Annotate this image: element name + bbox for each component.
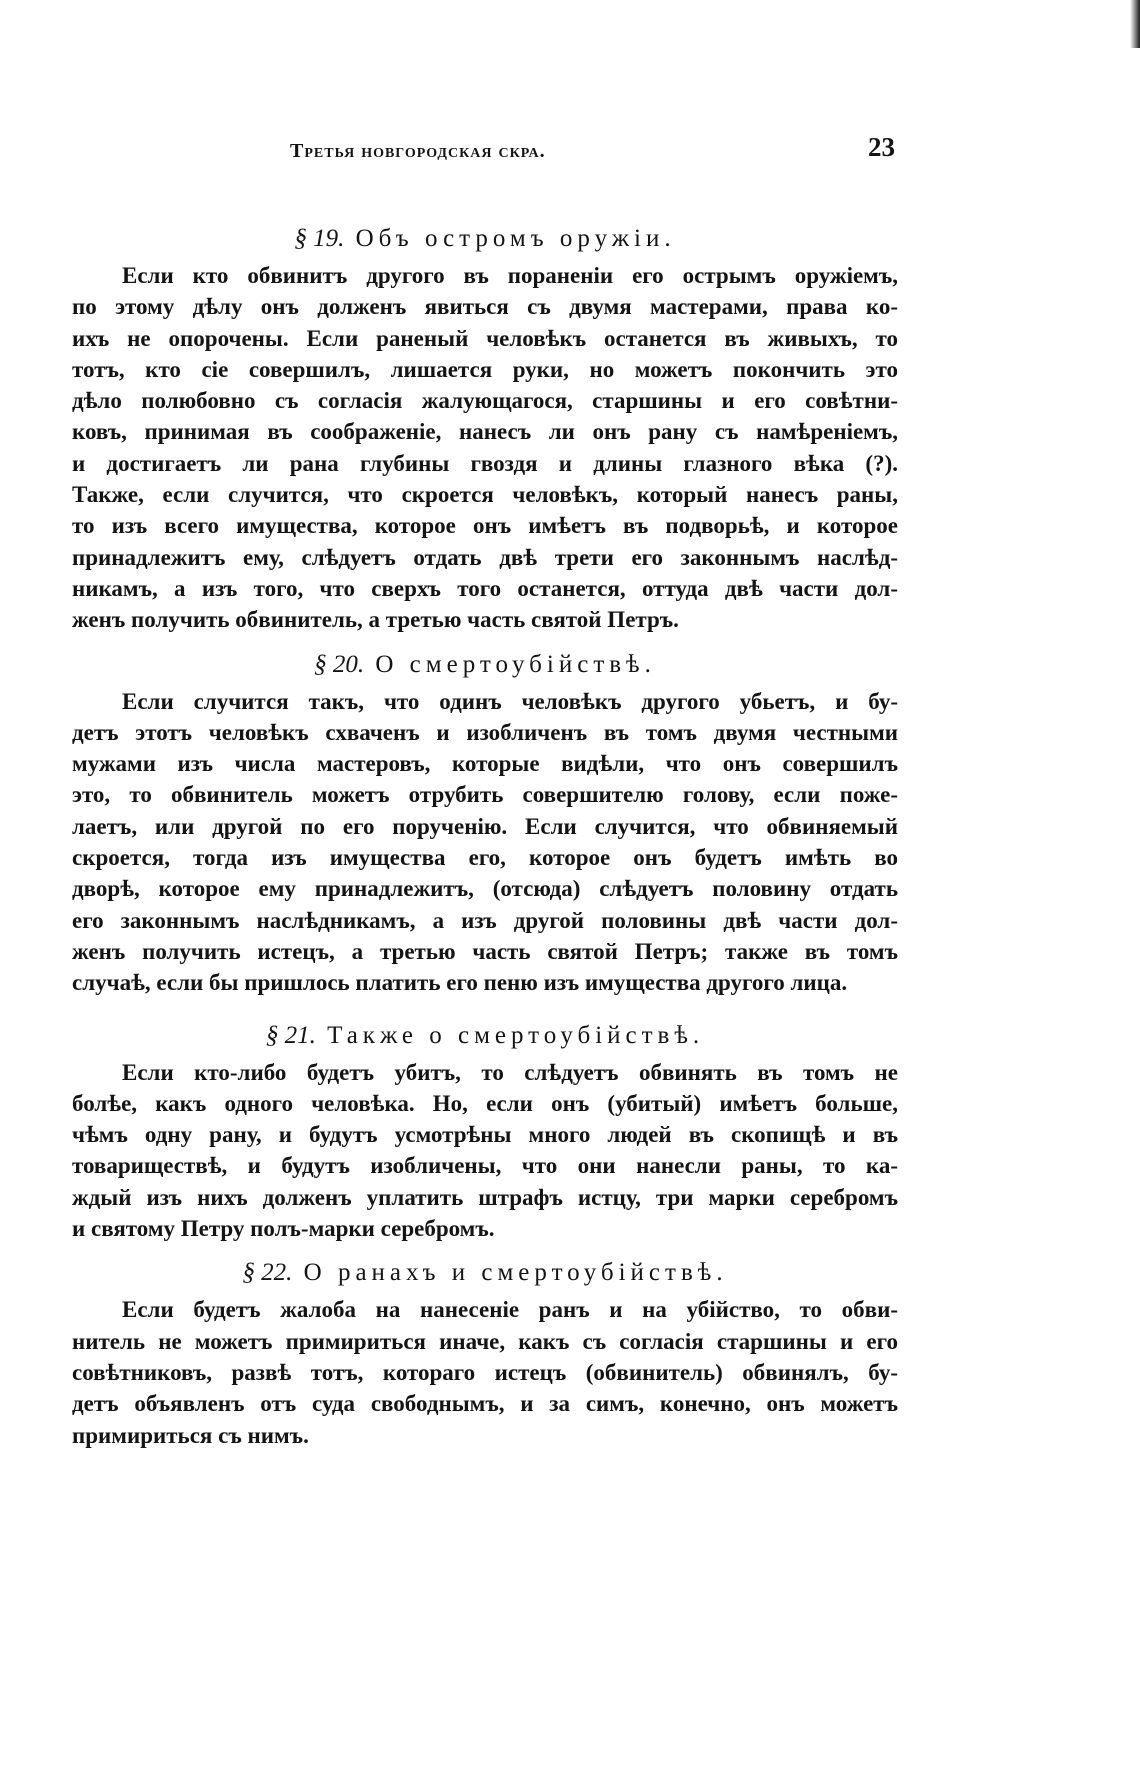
section-gap [72, 636, 898, 644]
section-number: § 19. [294, 225, 345, 252]
text-line: лаетъ, или другой по его порученію. Если случится, что обвиняемый [72, 813, 898, 839]
section-heading [72, 218, 898, 260]
text-line: нитель не можетъ примириться иначе, какъ съ согласія старшины и его [72, 1328, 898, 1354]
text-line: дѣло полюбовно съ согласія жалующагося, старшины и его совѣтни- [72, 388, 898, 414]
text-line: Если случится такъ, что одинъ человѣкъ другого убьетъ, и бу- [122, 688, 898, 714]
section-title: О ранахъ и смертоубійствѣ. [303, 1259, 728, 1287]
page-number: 23 [868, 132, 895, 162]
section-title: Также о смертоубійствѣ. [327, 1021, 705, 1049]
text-line: принадлежитъ ему, слѣдуетъ отдать двѣ трети его законнымъ наслѣд- [72, 544, 898, 570]
text-line: и святому Петру полъ-марки серебромъ. [72, 1216, 495, 1242]
text-line: никамъ, а изъ того, что сверхъ того останется, оттуда двѣ части дол- [72, 575, 898, 601]
text-line: женъ получить обвинитель, а третью часть святой Петръ. [72, 607, 679, 633]
section-19 [72, 218, 898, 644]
text-line: случаѣ, если бы пришлось платить его пеню изъ имущества другого лица. [72, 970, 848, 996]
text-line: детъ этотъ человѣкъ схваченъ и изобличенъ въ томъ двумя честными [72, 719, 898, 745]
text-line: Если кто обвинитъ другого въ пораненіи его острымъ оружіемъ, [122, 263, 898, 288]
text-line: примириться съ нимъ. [72, 1422, 309, 1448]
section-gap [72, 1244, 898, 1252]
text-line: ихъ не опорочены. Если раненый человѣкъ останется въ живыхъ, то [72, 325, 898, 351]
section-heading [72, 644, 898, 686]
section-heading [72, 1015, 898, 1057]
section-heading [72, 1252, 898, 1294]
section-21 [72, 1015, 898, 1253]
text-line: болѣе, какъ одного человѣка. Но, если онъ (убитый) имѣетъ больше, [72, 1090, 898, 1116]
text-line: Если будетъ жалоба на нанесеніе ранъ и на убійство, то обви- [122, 1297, 898, 1323]
section-title: О смертоубійствѣ. [375, 650, 656, 678]
text-line: тотъ, кто сіе совершилъ, лишается руки, но можетъ покончить это [72, 356, 898, 382]
scan-edge-mark [1130, 0, 1140, 48]
text-line: ждый изъ нихъ долженъ уплатить штрафъ истцу, три марки серебромъ [72, 1184, 898, 1210]
text-line: его законнымъ наслѣдникамъ, а изъ другой половины двѣ части дол- [72, 907, 898, 933]
text-line: скроется, тогда изъ имущества его, которое онъ будетъ имѣть во [72, 845, 898, 871]
text-line: женъ получить истецъ, а третью часть святой Петръ; также въ томъ [72, 938, 898, 964]
running-title: Третья новгородская скра. [290, 140, 546, 162]
text-line: это, то обвинитель можетъ отрубить совершителю голову, если поже- [72, 782, 898, 808]
text-line: дворѣ, которое ему принадлежитъ, (отсюда) слѣдуетъ половину отдать [72, 876, 898, 902]
text-line: Также, если случится, что скроется человѣкъ, который нанесъ раны, [72, 482, 898, 508]
text-line: Если кто-либо будетъ убитъ, то слѣдуетъ обвинять въ томъ не [122, 1059, 898, 1085]
text-line: то изъ всего имущества, которое онъ имѣетъ въ подворьѣ, и которое [72, 513, 898, 539]
text-line: по этому дѣлу онъ долженъ явиться съ двумя мастерами, права ко- [72, 294, 898, 320]
text-line: детъ объявленъ отъ суда свободнымъ, и за симъ, конечно, онъ можетъ [72, 1391, 898, 1417]
text-line: чѣмъ одну рану, и будутъ усмотрѣны много людей въ скопищѣ и въ [72, 1122, 898, 1148]
text-line: товариществѣ, и будутъ изобличены, что они нанесли раны, то ка- [72, 1153, 898, 1179]
text-line: мужами изъ числа мастеровъ, которые видѣли, что онъ совершилъ [72, 751, 898, 777]
text-line: ковъ, принимая въ соображеніе, нанесъ ли онъ рану съ намѣреніемъ, [72, 419, 898, 445]
text-line: совѣтниковъ, развѣ тотъ, котораго истецъ (обвинитель) обвинялъ, бу- [72, 1359, 898, 1385]
body-text [72, 218, 898, 1451]
text-line: и достигаетъ ли рана глубины гвоздя и длины глазного вѣка (?). [72, 450, 898, 476]
section-number: § 22. [242, 1259, 293, 1287]
section-number: § 21. [265, 1021, 316, 1049]
section-gap [72, 999, 898, 1015]
section-number: § 20. [314, 650, 365, 678]
section-22 [72, 1252, 898, 1450]
section-title: Объ остромъ оружіи. [355, 225, 676, 252]
section-20 [72, 644, 898, 1015]
